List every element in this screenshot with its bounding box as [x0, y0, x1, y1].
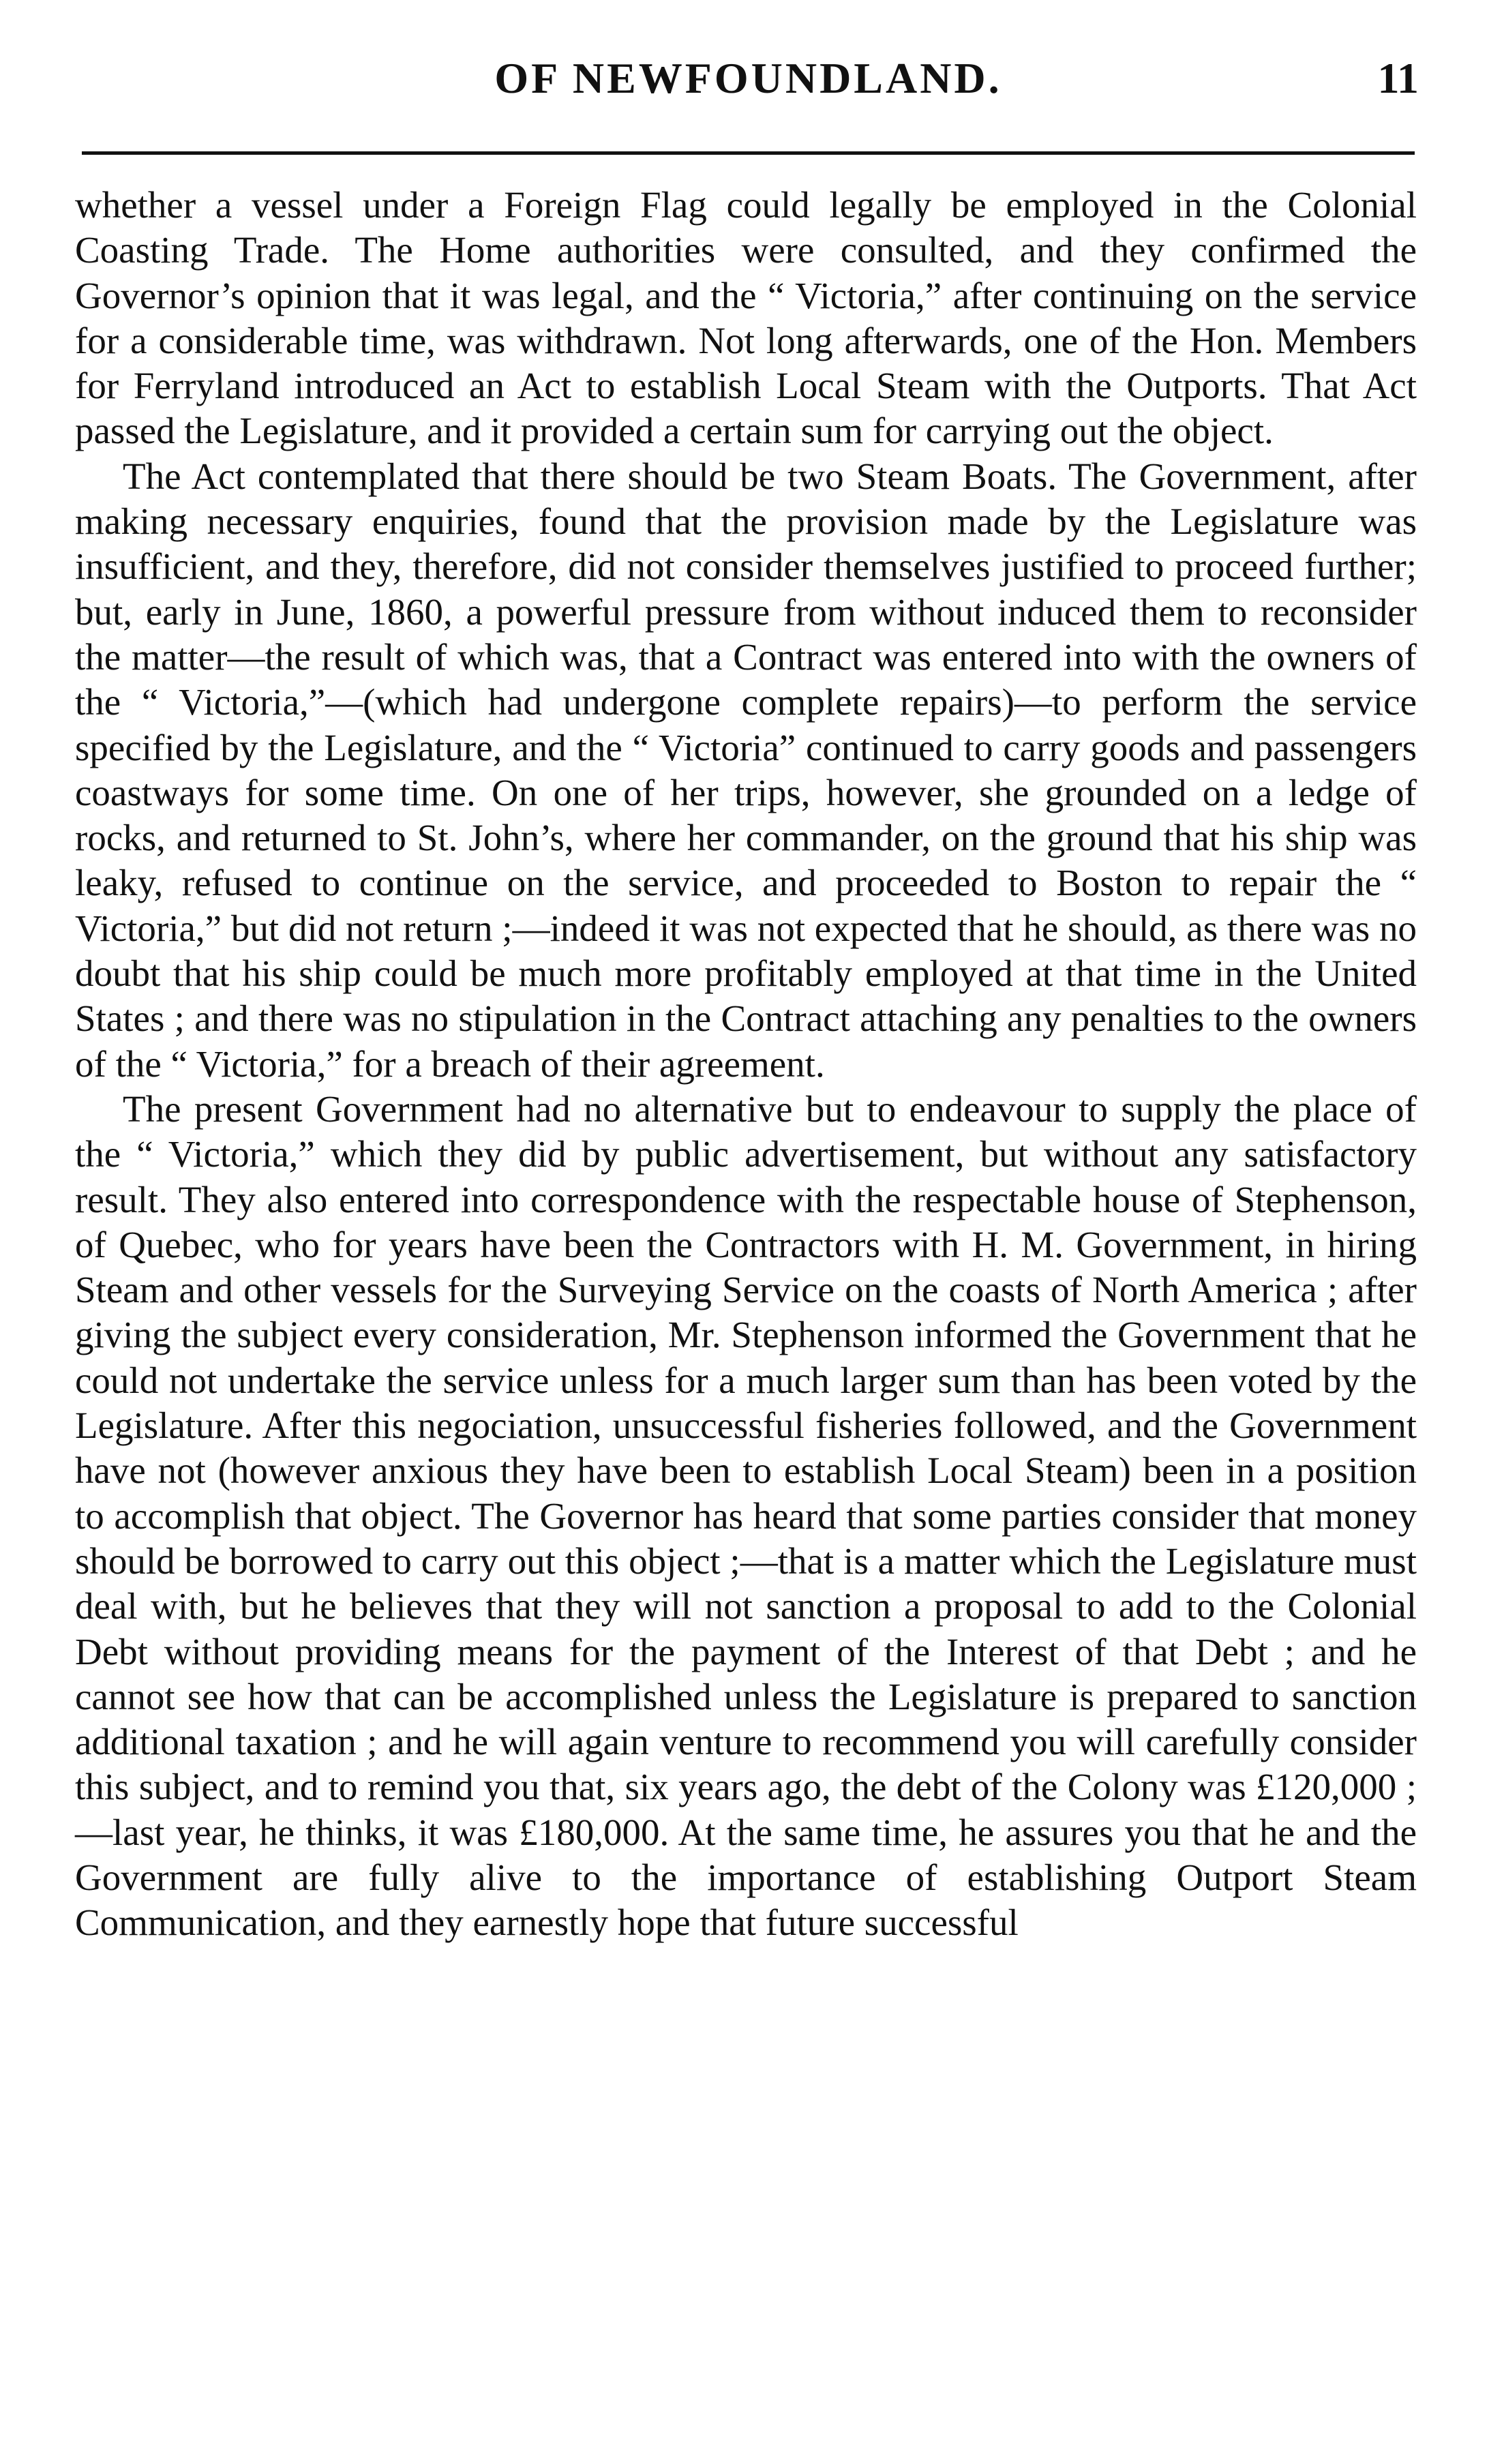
- body-text: [75, 183, 1417, 1946]
- paragraph-1: whether a vessel under a Foreign Flag could legally be employed in the Colonial Coasting Trade. The Home authorities were consulted, and they confirmed the Governor’s opinion that it was legal, and the “ Victoria,” after continuing on the service for a considerable time, was withdrawn. Not long afterwards, one of the Hon. Members for Ferryland introduced an Act to establish Local Steam with the Outports. That Act passed the Legislature, and it provided a certain sum for carrying out the object.: [75, 184, 1417, 452]
- header-rule: [82, 151, 1415, 155]
- page-number: 11: [1377, 54, 1419, 102]
- paragraph-3: The present Government had no alternative but to endeavour to supply the place of the “ Victoria,” which they did by public advertisement, but without any satisfactory result. They also entered into correspondence with the respectable house of Stephenson, of Quebec, who for years have been the Contractors with H. M. Government, in hiring Steam and other vessels for the Surveying Service on the coasts of North America ; after giving the subject every consideration, Mr. Stephenson informed the Government that he could not undertake the service unless for a much larger sum than has been voted by the Legislature. After this negociation, unsuccessful fisheries followed, and the Government have not (however anxious they have been to establish Local Steam) been in a position to accomplish that object. The Governor has heard that some parties consider that money should be borrowed to carry out this object ;—that is a matter which the Legislature must deal with, but he believes that they will not sanction a proposal to add to the Colonial Debt without providing means for the payment of the Interest of that Debt ; and he cannot see how that can be accomplished unless the Legislature is prepared to sanction additional taxation ; and he will again venture to recommend you will carefully consider this subject, and to remind you that, six years ago, the debt of the Colony was £120,000 ;—last year, he thinks, it was £180,000. At the same time, he assures you that he and the Government are fully alive to the importance of establishing Outport Steam Communication, and they earnestly hope that future successful: [75, 1087, 1417, 1944]
- page-header: [75, 48, 1422, 123]
- running-title: OF NEWFOUNDLAND.: [494, 54, 1002, 102]
- paragraph-2: The Act contemplated that there should be two Steam Boats. The Government, after making necessary enquiries, found that the provision made by the Legislature was insufficient, and they, therefore, did not consider themselves justified to proceed further; but, early in June, 1860, a powerful pressure from without induced them to reconsider the matter—the result of which was, that a Contract was entered into with the owners of the “ Victoria,”—(which had undergone complete repairs)—to perform the service specified by the Legislature, and the “ Victoria” continued to carry goods and passengers coastways for some time. On one of her trips, however, she grounded on a ledge of rocks, and returned to St. John’s, where her commander, on the ground that his ship was leaky, refused to continue on the service, and proceeded to Boston to repair the “ Victoria,” but did not return ;—indeed it was not expected that he should, as there was no doubt that his ship could be much more profitably employed at that time in the United States ; and there was no stipulation in the Contract attaching any penalties to the owners of the “ Victoria,” for a breach of their agreement.: [75, 455, 1417, 1085]
